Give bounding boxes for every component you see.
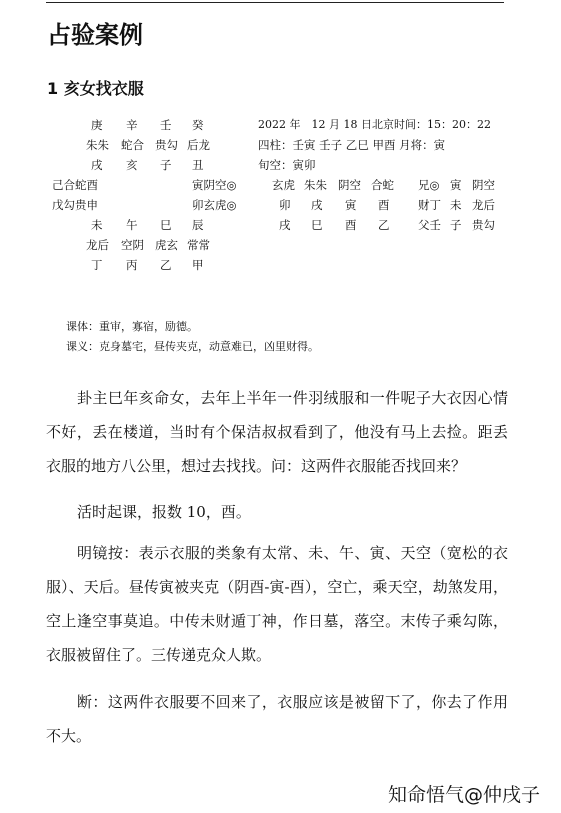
chart-cell: 巳 <box>160 218 172 232</box>
chart-cell: 卯玄虎◎ <box>192 198 237 212</box>
watermark: 知命悟气@仲戌子 <box>388 784 541 806</box>
chart-cell: 后龙 <box>187 138 210 152</box>
sanchuan-cell: 寅 <box>345 198 357 212</box>
sanchuan-cell: 戌 <box>279 218 291 232</box>
sanchuan-cell: 阴空 <box>472 178 495 192</box>
chart-cell: 龙后 <box>86 238 109 252</box>
sanchuan-cell: 合蛇 <box>371 178 394 192</box>
chart-cell: 辰 <box>192 218 204 232</box>
sanchuan-cell: 财丁 <box>418 198 441 212</box>
pillars-line: 四柱：壬寅 壬子 乙巳 甲酉 月将：寅 <box>258 138 446 152</box>
top-rule <box>46 2 504 3</box>
chart-cell: 子 <box>160 158 172 172</box>
chart-cell: 丑 <box>192 158 204 172</box>
sanchuan-cell: 朱朱 <box>304 178 327 192</box>
sanchuan-cell: 子 <box>450 218 462 232</box>
sanchuan-cell: 贵勾 <box>472 218 495 232</box>
keti-line: 课体：重审，寡宿，励德。 <box>66 320 198 333</box>
sanchuan-cell: 戌 <box>311 198 323 212</box>
paragraph-background: 卦主巳年亥命女，去年上半年一件羽绒服和一件呢子大衣因心情不好，丢在楼道，当时有个保洁叔叔看到了，他没有马上去捡。距丢衣服的地方八公里，想过去找找。问：这两件衣服能否找回来？ <box>46 389 508 475</box>
sanchuan-cell: 龙后 <box>472 198 495 212</box>
keyi-line: 课义：克身墓宅，昼传夹克，动意难已，凶里财得。 <box>66 340 319 353</box>
chart-cell: 戊勾贵申 <box>52 198 98 212</box>
sanchuan-cell: 卯 <box>279 198 291 212</box>
sanchuan-cell: 阴空 <box>338 178 361 192</box>
sanchuan-cell: 父壬 <box>418 218 441 232</box>
chart-cell: 庚 <box>91 118 103 132</box>
chart-cell: 虎玄 <box>155 238 178 252</box>
sanchuan-cell: 乙 <box>378 218 390 232</box>
chart-cell: 亥 <box>126 158 138 172</box>
sanchuan-cell: 未 <box>450 198 462 212</box>
chart-cell: 常常 <box>187 238 210 252</box>
chart-cell: 寅阴空◎ <box>192 178 237 192</box>
chart-cell: 己合蛇酉 <box>52 178 98 192</box>
sanchuan-cell: 酉 <box>345 218 357 232</box>
chart-cell: 丙 <box>126 258 138 272</box>
chart-cell: 午 <box>126 218 138 232</box>
sanchuan-cell: 兄◎ <box>418 178 440 192</box>
paragraph-judgement: 断：这两件衣服要不回来了，衣服应该是被留下了，你去了作用不大。 <box>46 693 508 745</box>
chart-cell: 未 <box>91 218 103 232</box>
page-title: 占验案例 <box>47 21 143 49</box>
chart-cell: 辛 <box>126 118 138 132</box>
paragraph-analysis: 明镜按：表示衣服的类象有太常、未、午、寅、天空（宽松的衣服）、天后。昼传寅被夹克（阴酉-寅-酉），空亡，乘天空，劫煞发用，空上逢空事莫追。中传未财遁丁神，作日墓，落空。末传子乘勾陈，衣服被留住了。三传递克众人欺。 <box>46 544 508 664</box>
chart-cell: 乙 <box>160 258 172 272</box>
paragraph-method: 活时起课，报数 10，酉。 <box>77 503 251 521</box>
chart-cell: 蛇合 <box>121 138 144 152</box>
time-line: 2022 年 12 月 18 日北京时间：15：20：22 <box>258 118 491 131</box>
chart-cell: 壬 <box>160 118 172 132</box>
sanchuan-cell: 玄虎 <box>272 178 295 192</box>
chart-cell: 癸 <box>192 118 204 132</box>
sanchuan-cell: 寅 <box>450 178 462 192</box>
case-title: 1 亥女找衣服 <box>47 79 144 98</box>
chart-cell: 空阴 <box>121 238 144 252</box>
sanchuan-cell: 酉 <box>378 198 390 212</box>
chart-cell: 甲 <box>192 258 204 272</box>
chart-cell: 丁 <box>91 258 103 272</box>
kong-line: 旬空：寅卯 <box>258 158 316 172</box>
sanchuan-cell: 巳 <box>311 218 323 232</box>
chart-cell: 贵勾 <box>155 138 178 152</box>
chart-cell: 戌 <box>91 158 103 172</box>
chart-cell: 朱朱 <box>86 138 109 152</box>
